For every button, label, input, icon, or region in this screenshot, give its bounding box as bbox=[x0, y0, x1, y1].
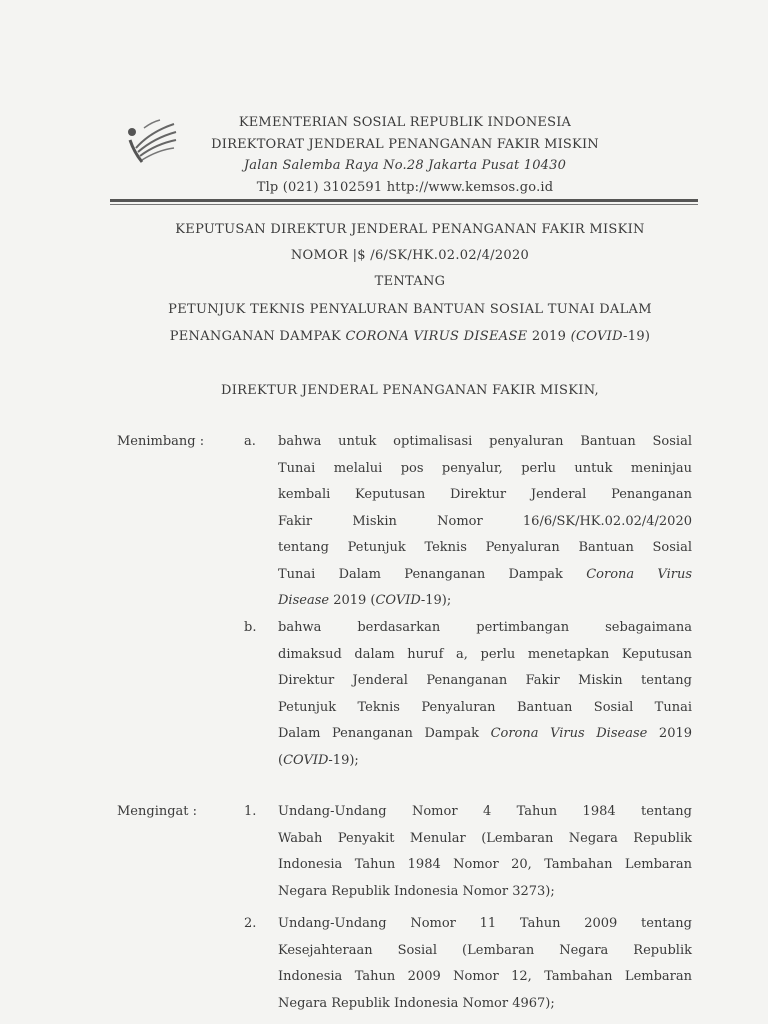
text-line: Tunai melalui pos penyalur, perlu untuk meninjau bbox=[278, 460, 692, 476]
text-line: bahwa berdasarkan pertimbangan sebagaimana bbox=[278, 620, 692, 635]
directorate-name: DIREKTORAT JENDERAL PENANGANAN FAKIR MISKIN bbox=[211, 136, 599, 152]
text-line: Wabah Penyakit Menular (Lembaran Negara Republik bbox=[278, 830, 692, 846]
mengingat-2-marker: 2. bbox=[244, 916, 257, 931]
menimbang-a-text bbox=[278, 429, 692, 615]
text-line: tentang Petunjuk Teknis Penyaluran Bantuan Sosial bbox=[278, 540, 692, 555]
text-line: Direktur Jenderal Penanganan Fakir Miskin tentang bbox=[278, 673, 692, 688]
letterhead-rule-thick bbox=[110, 199, 698, 202]
menimbang-label: Menimbang : bbox=[117, 434, 205, 449]
text-line: Undang-Undang Nomor 11 Tahun 2009 tentang bbox=[278, 916, 692, 931]
mengingat-label: Mengingat : bbox=[117, 804, 198, 819]
mengingat-1-marker: 1. bbox=[244, 804, 257, 819]
text-line: Indonesia Tahun 2009 Nomor 12, Tambahan Lembaran bbox=[278, 969, 692, 984]
menimbang-a-marker: a. bbox=[244, 434, 256, 449]
text-line: (COVID-19); bbox=[278, 752, 359, 768]
text-line: Fakir Miskin Nomor 16/6/SK/HK.02.02/4/2020 bbox=[278, 513, 692, 529]
text-line: kembali Keputusan Direktur Jenderal Penanganan bbox=[278, 487, 692, 502]
text-line: Disease 2019 (COVID-19); bbox=[278, 593, 452, 608]
text-line: dimaksud dalam huruf a, perlu menetapkan Keputusan bbox=[278, 646, 692, 662]
text-line: Negara Republik Indonesia Nomor 3273); bbox=[278, 883, 555, 899]
text-line: Dalam Penanganan Dampak Corona Virus Disease 2019 bbox=[278, 726, 693, 741]
text-line: Kesejahteraan Sosial (Lembaran Negara Republik bbox=[278, 942, 692, 958]
text-line: Undang-Undang Nomor 4 Tahun 1984 tentang bbox=[278, 804, 692, 819]
decree-about: TENTANG bbox=[374, 274, 446, 289]
contact-info: Tlp (021) 3102591 http://www.kemsos.go.id bbox=[256, 179, 554, 195]
letterhead-rule-thin bbox=[110, 204, 698, 205]
decree-number: NOMOR |$ /6/SK/HK.02.02/4/2020 bbox=[290, 248, 530, 263]
text-line: Tunai Dalam Penanganan Dampak Corona Virus bbox=[278, 566, 692, 582]
address: Jalan Salemba Raya No.28 Jakarta Pusat 10430 bbox=[243, 158, 567, 173]
mengingat-1-text bbox=[278, 799, 692, 905]
text-line: Petunjuk Teknis Penyaluran Bantuan Sosial Tunai bbox=[278, 699, 692, 715]
mengingat-2-text bbox=[278, 911, 692, 1017]
menimbang-b-marker: b. bbox=[244, 620, 257, 635]
text-line: bahwa untuk optimalisasi penyaluran Bantuan Sosial bbox=[278, 434, 692, 449]
ministry-name: KEMENTERIAN SOSIAL REPUBLIK INDONESIA bbox=[238, 115, 572, 130]
text-line: Negara Republik Indonesia Nomor 4967); bbox=[278, 995, 555, 1011]
decree-subject-line2: PENANGANAN DAMPAK CORONA VIRUS DISEASE 2019 (COVID-19) bbox=[169, 329, 651, 344]
decree-title: KEPUTUSAN DIREKTUR JENDERAL PENANGANAN FAKIR MISKIN bbox=[175, 222, 645, 237]
decree-subject-line1: PETUNJUK TEKNIS PENYALURAN BANTUAN SOSIAL TUNAI DALAM bbox=[168, 302, 652, 317]
letterhead bbox=[180, 112, 630, 198]
menimbang-b-text bbox=[278, 615, 692, 774]
text-line: Indonesia Tahun 1984 Nomor 20, Tambahan Lembaran bbox=[278, 857, 692, 872]
signatory-title: DIREKTUR JENDERAL PENANGANAN FAKIR MISKIN, bbox=[221, 383, 599, 398]
ministry-logo-icon bbox=[124, 118, 180, 168]
